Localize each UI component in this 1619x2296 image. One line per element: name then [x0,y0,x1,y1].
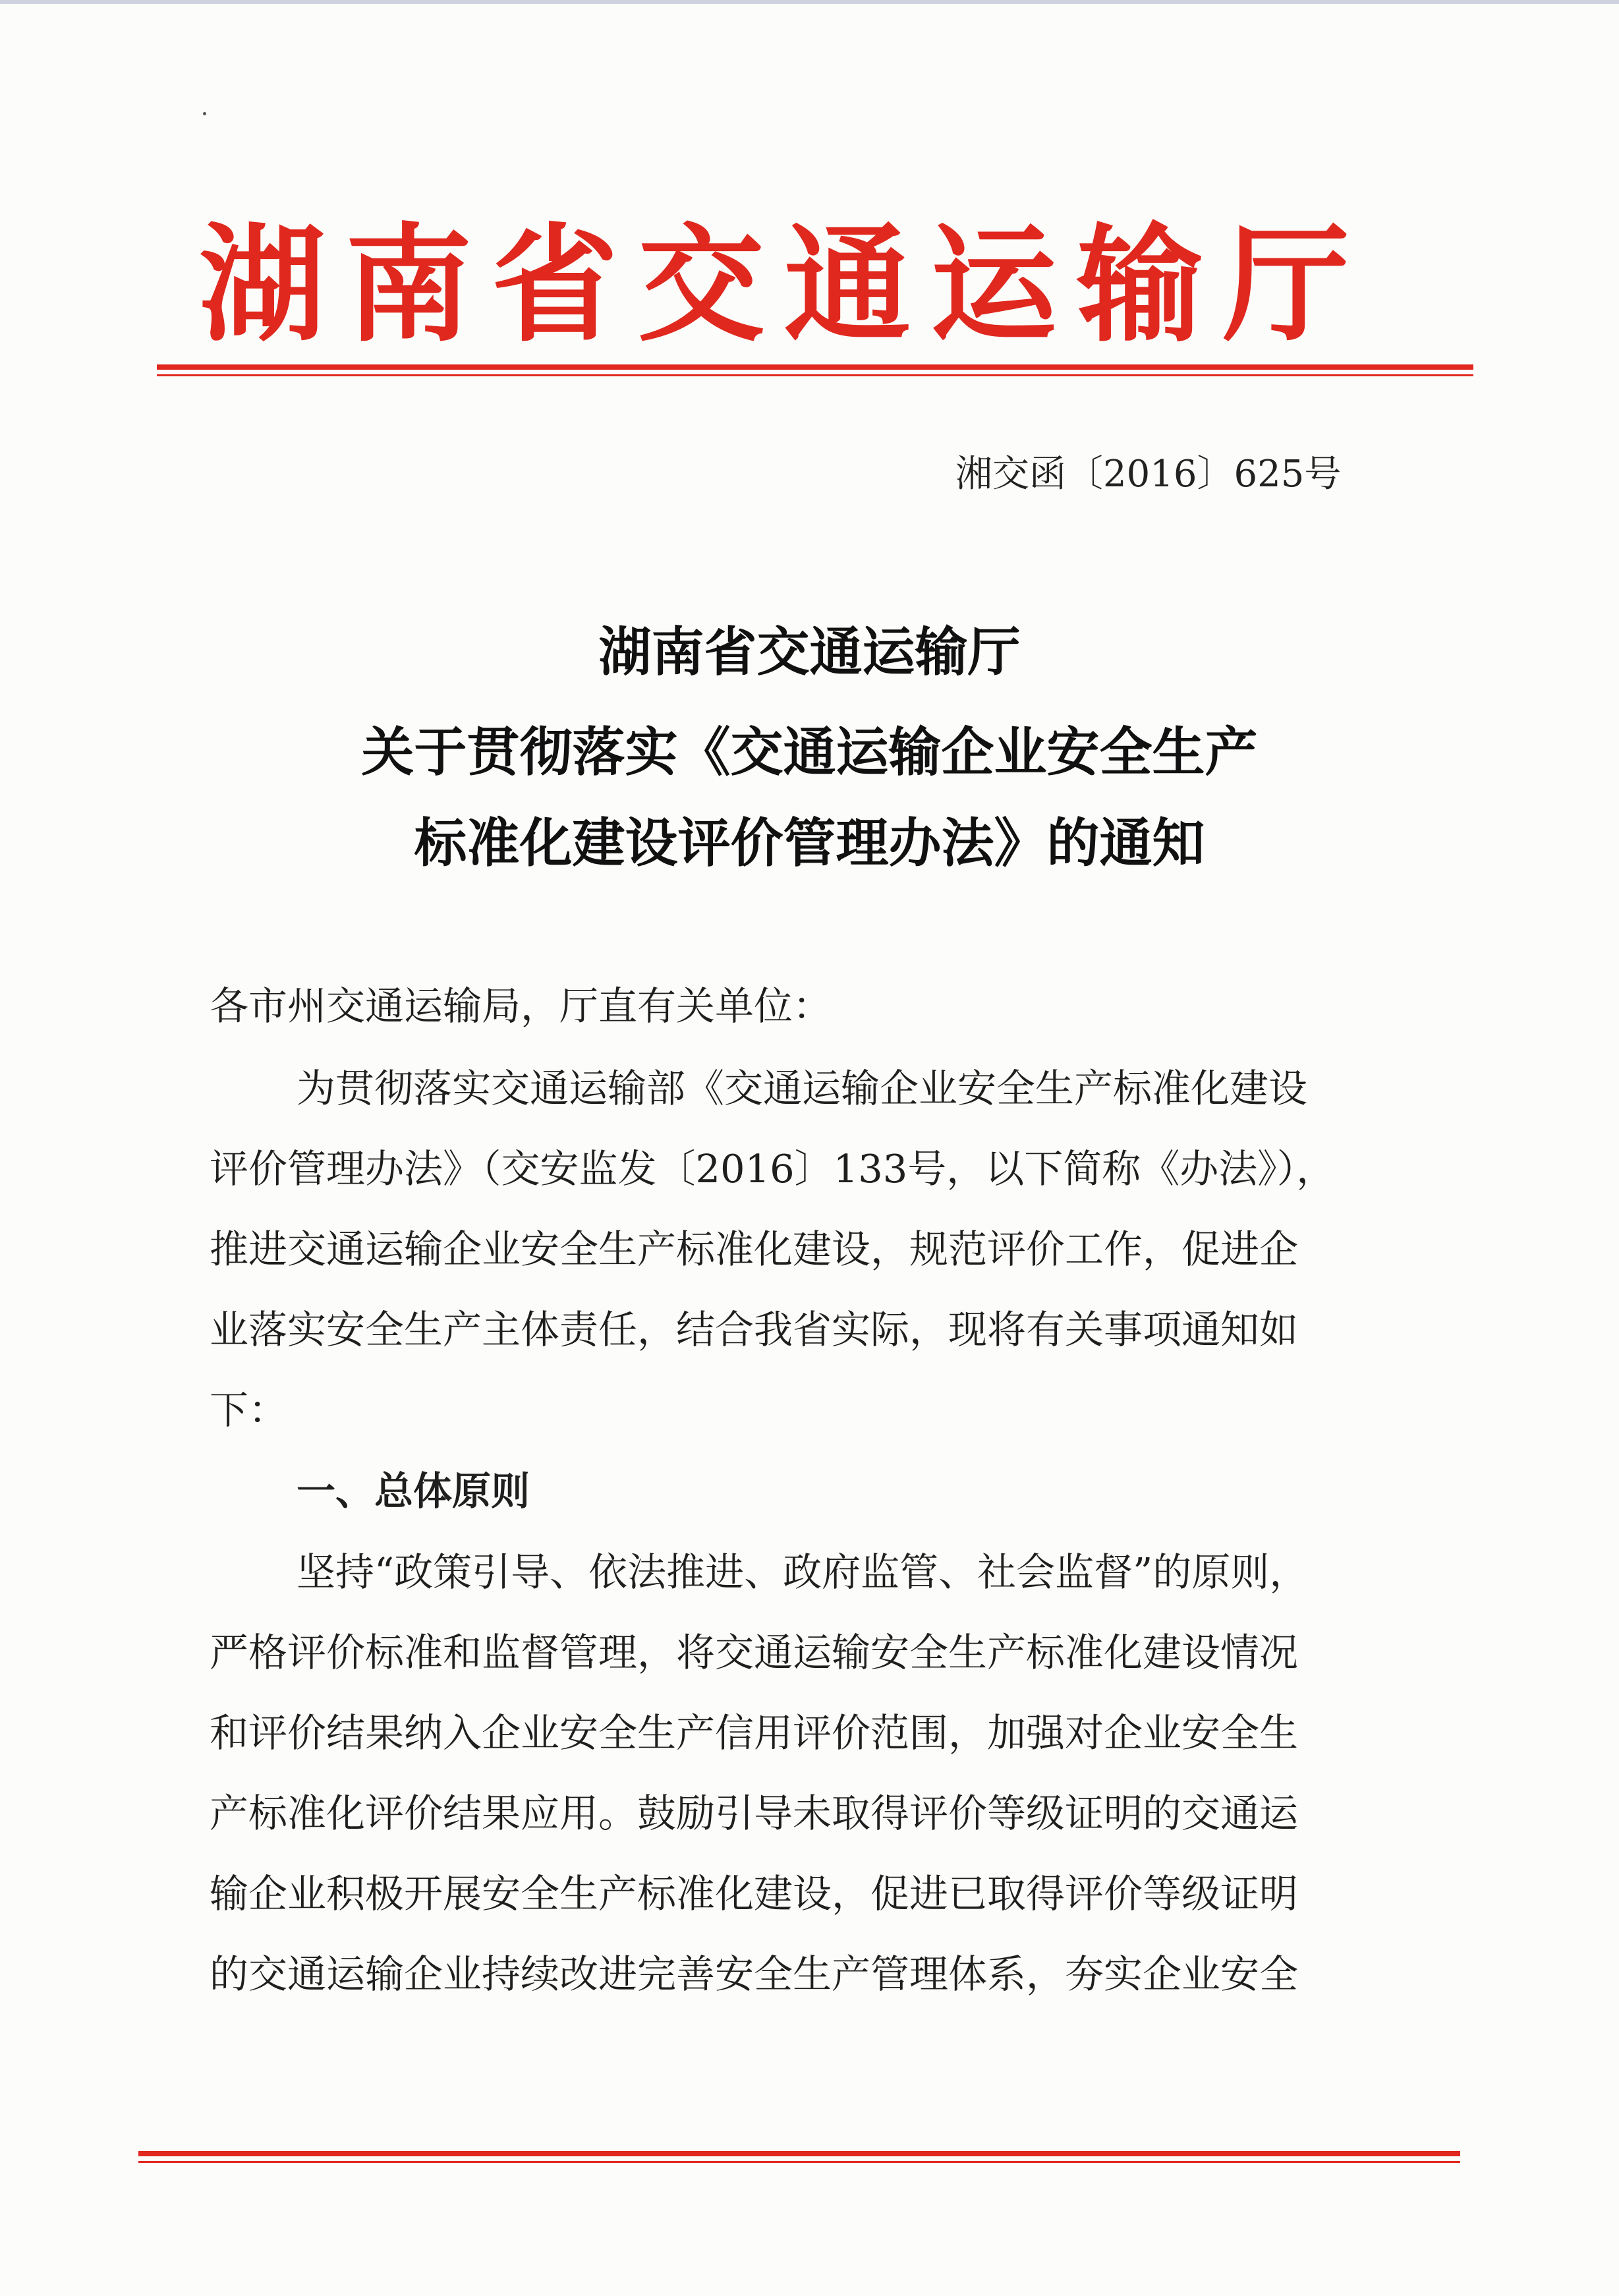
paragraph-1-line-4: 业落实安全生产主体责任，结合我省实际，现将有关事项通知如 [210,1307,1299,1352]
section-1-line-3: 和评价结果纳入企业安全生产信用评价范围，加强对企业安全生 [210,1710,1299,1756]
document-number: 湘交函〔2016〕625号 [955,453,1342,496]
section-1-line-5: 输企业积极开展安全生产标准化建设，促进已取得评价等级证明 [210,1871,1299,1916]
paragraph-1-line-1: 为贯彻落实交通运输部《交通运输企业安全生产标准化建设 [297,1066,1308,1111]
scan-speck [203,112,206,115]
letterhead-rule-thin [157,374,1473,376]
footer-rule-thin [138,2161,1460,2163]
section-1-line-1: 坚持“政策引导、依法推进、政府监管、社会监督”的原则， [297,1549,1309,1595]
document-title-line-2: 关于贯彻落实《交通运输企业安全生产 [361,722,1258,783]
scan-top-edge [0,0,1619,4]
section-1-line-2: 严格评价标准和监督管理，将交通运输安全生产标准化建设情况 [210,1630,1299,1675]
letterhead-title: 湖南省交通运输厅 [199,211,1369,359]
document-title-line-1: 湖南省交通运输厅 [598,621,1021,683]
section-1-heading: 一、总体原则 [297,1468,530,1514]
paragraph-1-line-5: 下： [210,1387,288,1433]
section-1-line-4: 产标准化评价结果应用。鼓励引导未取得评价等级证明的交通运 [210,1791,1299,1836]
document-title-line-3: 标准化建设评价管理办法》的通知 [414,813,1205,874]
paragraph-1-line-3: 推进交通运输企业安全生产标准化建设，规范评价工作，促进企 [210,1226,1299,1272]
paragraph-1-line-2: 评价管理办法》（交安监发〔2016〕133号，以下简称《办法》）， [210,1146,1336,1191]
letterhead-rule-thick [157,364,1473,370]
section-1-line-6: 的交通运输企业持续改进完善安全生产管理体系，夯实企业安全 [210,1951,1299,1997]
footer-rule-thick [138,2151,1460,2156]
salutation: 各市州交通运输局，厅直有关单位： [210,983,832,1029]
